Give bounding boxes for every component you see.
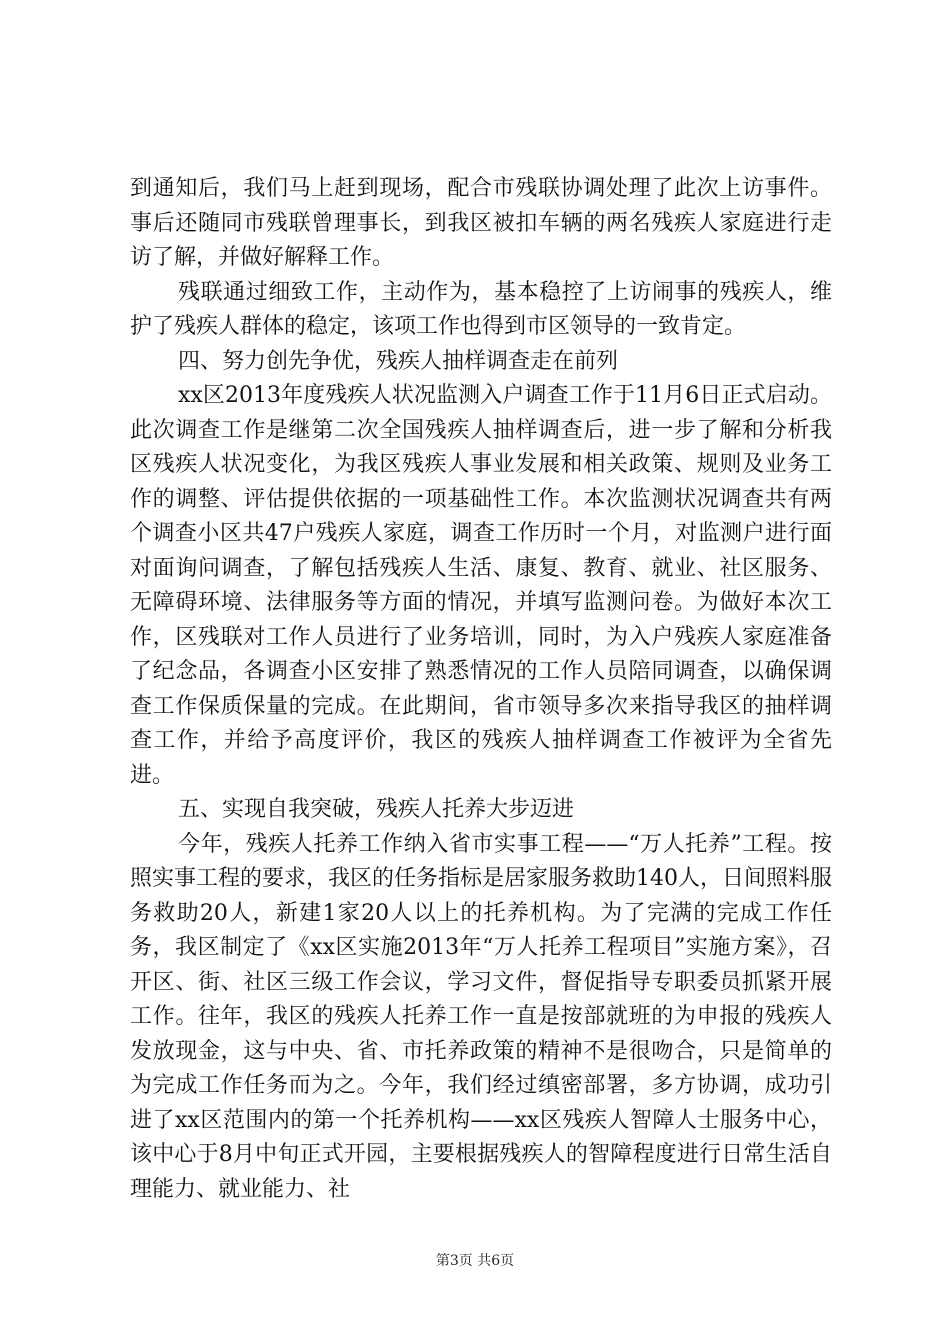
paragraph-3: xx区2013年度残疾人状况监测入户调查工作于11月6日正式启动。此次调查工作是继第二次全国残疾人抽样调查后，进一步了解和分析我区残疾人状况变化，为我区残疾人事业发展和相关政策、规则及业务工作的调整、评估提供依据的一项基础性工作。本次监测状况调查共有两个调查小区共47户残疾人家庭，调查工作历时一个月，对监测户进行面对面询问调查，了解包括残疾人生活、康复、教育、就业、社区服务、无障碍环境、法律服务等方面的情况，并填写监测问卷。为做好本次工作，区残联对工作人员进行了业务培训，同时，为入户残疾人家庭准备了纪念品，各调查小区安排了熟悉情况的工作人员陪同调查，以确保调查工作保质保量的完成。在此期间，省市领导多次来指导我区的抽样调查工作，并给予高度评价，我区的残疾人抽样调查工作被评为全省先进。: [130, 383, 832, 788]
paragraph-2: 残联通过细致工作，主动作为，基本稳控了上访闹事的残疾人，维护了残疾人群体的稳定，该项工作也得到市区领导的一致肯定。: [130, 279, 832, 339]
section-heading-5: 五、实现自我突破，残疾人托养大步迈进: [178, 797, 575, 822]
paragraph-1: 到通知后，我们马上赶到现场，配合市残联协调处理了此次上访事件。事后还随同市残联曾理事长，到我区被扣车辆的两名残疾人家庭进行走访了解，并做好解释工作。: [130, 176, 832, 270]
section-heading-4: 四、努力创先争优，残疾人抽样调查走在前列: [178, 348, 619, 374]
paragraph-4: 今年，残疾人托养工作纳入省市实事工程——“万人托养”工程。按照实事工程的要求，我区的任务指标是居家服务救助140人，日间照料服务救助20人，新建1家20人以上的托养机构。为了完满的完成工作任务，我区制定了《xx区实施2013年“万人托养工程项目”实施方案》，召开区、街、社区三级工作会议，学习文件，督促指导专职委员抓紧开展工作。往年，我区的残疾人托养工作一直是按部就班的为申报的残疾人发放现金，这与中央、省、市托养政策的精神不是很吻合，只是简单的为完成工作任务而为之。今年，我们经过缜密部署，多方协调，成功引进了xx区范围内的第一个托养机构——xx区残疾人智障人士服务中心，该中心于8月中旬正式开园，主要根据残疾人的智障程度进行日常生活自理能力、就业能力、社: [130, 831, 832, 1202]
document-body: [130, 172, 832, 1207]
page-number-footer: 第3页 共6页: [435, 1253, 515, 1269]
